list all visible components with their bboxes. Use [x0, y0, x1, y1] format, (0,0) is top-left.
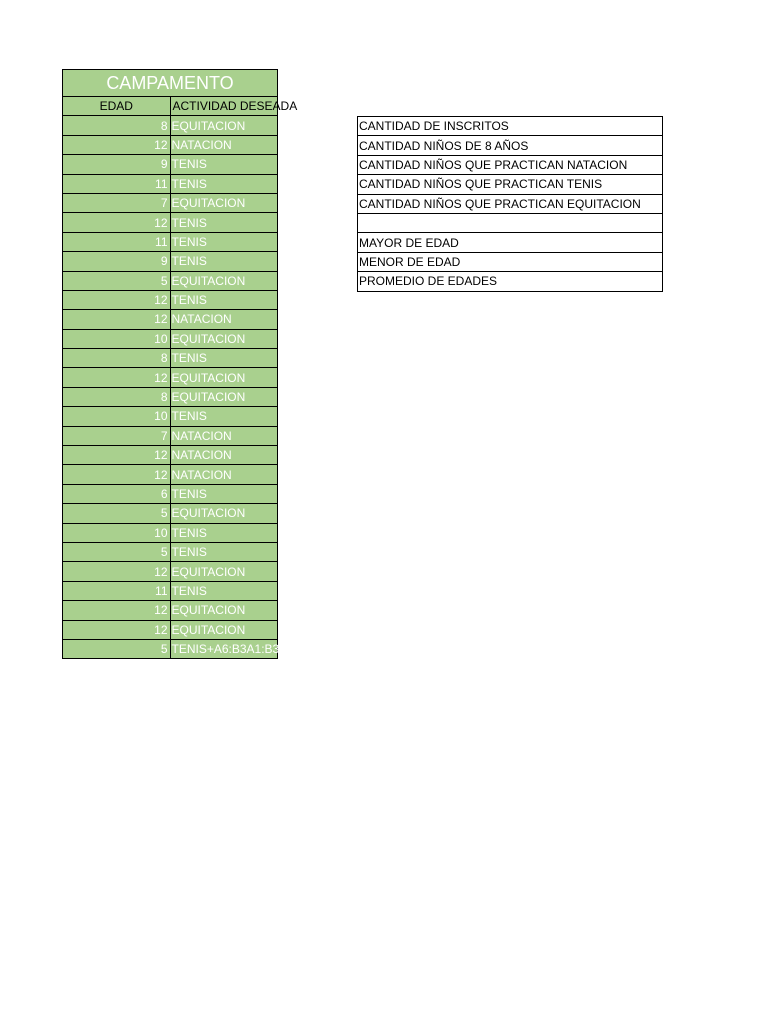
edad-cell[interactable]: 12	[63, 562, 171, 581]
table-row	[63, 542, 278, 561]
edad-cell[interactable]: 6	[63, 484, 171, 503]
actividad-cell[interactable]: NATACION	[170, 465, 278, 484]
summary-label-cell[interactable]: MAYOR DE EDAD	[358, 233, 663, 252]
edad-cell[interactable]: 12	[63, 290, 171, 309]
actividad-cell[interactable]: EQUITACION	[170, 601, 278, 620]
summary-label-cell[interactable]: CANTIDAD NIÑOS QUE PRACTICAN NATACION	[358, 155, 663, 174]
summary-row	[358, 252, 663, 271]
actividad-cell[interactable]: TENIS	[170, 232, 278, 251]
edad-cell[interactable]: 12	[63, 465, 171, 484]
actividad-cell[interactable]: TENIS	[170, 581, 278, 600]
actividad-cell[interactable]: TENIS	[170, 155, 278, 174]
table-row	[63, 252, 278, 271]
edad-cell[interactable]: 12	[63, 446, 171, 465]
edad-cell[interactable]: 12	[63, 620, 171, 639]
summary-table	[357, 116, 663, 292]
actividad-cell[interactable]: TENIS	[170, 290, 278, 309]
table-row	[63, 135, 278, 154]
table-row	[63, 465, 278, 484]
summary-label-cell[interactable]: CANTIDAD NIÑOS DE 8 AÑOS	[358, 136, 663, 155]
table-row	[63, 271, 278, 290]
actividad-cell[interactable]: EQUITACION	[170, 329, 278, 348]
summary-row	[358, 272, 663, 291]
summary-row	[358, 233, 663, 252]
edad-cell[interactable]: 12	[63, 310, 171, 329]
edad-cell[interactable]: 8	[63, 116, 171, 135]
table-row	[63, 213, 278, 232]
summary-label-cell[interactable]: CANTIDAD DE INSCRITOS	[358, 117, 663, 136]
table-row	[63, 387, 278, 406]
table-row	[63, 174, 278, 193]
actividad-cell[interactable]: NATACION	[170, 446, 278, 465]
actividad-cell[interactable]: TENIS	[170, 174, 278, 193]
edad-cell[interactable]: 8	[63, 349, 171, 368]
summary-label-cell[interactable]: CANTIDAD NIÑOS QUE PRACTICAN TENIS	[358, 175, 663, 194]
actividad-cell[interactable]: TENIS	[170, 484, 278, 503]
summary-label-cell[interactable]: CANTIDAD NIÑOS QUE PRACTICAN EQUITACION	[358, 194, 663, 213]
title-row	[63, 70, 278, 97]
actividad-cell[interactable]: EQUITACION	[170, 116, 278, 135]
edad-cell[interactable]: 12	[63, 368, 171, 387]
edad-cell[interactable]: 5	[63, 504, 171, 523]
summary-row	[358, 136, 663, 155]
table-row	[63, 581, 278, 600]
edad-cell[interactable]: 9	[63, 155, 171, 174]
table-row	[63, 620, 278, 639]
table-row	[63, 562, 278, 581]
table-row	[63, 601, 278, 620]
summary-label-cell[interactable]	[358, 213, 663, 232]
edad-cell[interactable]: 9	[63, 252, 171, 271]
table-row	[63, 426, 278, 445]
table-row	[63, 232, 278, 251]
edad-cell[interactable]: 10	[63, 523, 171, 542]
actividad-cell[interactable]: NATACION	[170, 310, 278, 329]
table-row	[63, 349, 278, 368]
actividad-cell[interactable]: EQUITACION	[170, 620, 278, 639]
table-row	[63, 504, 278, 523]
edad-cell[interactable]: 10	[63, 329, 171, 348]
actividad-cell[interactable]: TENIS	[170, 349, 278, 368]
actividad-cell[interactable]: TENIS	[170, 407, 278, 426]
edad-cell[interactable]: 8	[63, 387, 171, 406]
header-row	[63, 97, 278, 116]
table-row	[63, 155, 278, 174]
table-row	[63, 116, 278, 135]
edad-cell[interactable]: 11	[63, 232, 171, 251]
actividad-cell[interactable]: NATACION	[170, 426, 278, 445]
summary-row	[358, 175, 663, 194]
actividad-cell[interactable]: EQUITACION	[170, 562, 278, 581]
edad-cell[interactable]: 12	[63, 135, 171, 154]
table-row	[63, 193, 278, 212]
edad-cell[interactable]: 7	[63, 193, 171, 212]
edad-cell[interactable]: 12	[63, 213, 171, 232]
edad-cell[interactable]: 12	[63, 601, 171, 620]
edad-cell[interactable]: 11	[63, 174, 171, 193]
header-edad[interactable]: EDAD	[63, 97, 171, 116]
edad-cell[interactable]: 5	[63, 542, 171, 561]
table-row	[63, 523, 278, 542]
table-row	[63, 639, 278, 658]
actividad-cell[interactable]: EQUITACION	[170, 193, 278, 212]
header-actividad[interactable]: ACTIVIDAD DESEADA	[170, 97, 278, 116]
table-row	[63, 329, 278, 348]
campamento-table	[62, 69, 298, 659]
edad-cell[interactable]: 5	[63, 639, 171, 658]
summary-label-cell[interactable]: MENOR DE EDAD	[358, 252, 663, 271]
actividad-cell[interactable]: TENIS	[170, 213, 278, 232]
table-row	[63, 407, 278, 426]
table-row	[63, 484, 278, 503]
summary-row	[358, 155, 663, 174]
edad-cell[interactable]: 11	[63, 581, 171, 600]
actividad-cell[interactable]: EQUITACION	[170, 504, 278, 523]
actividad-cell[interactable]: TENIS+A6:B3A1:B30	[170, 639, 278, 658]
actividad-cell[interactable]: EQUITACION	[170, 368, 278, 387]
edad-cell[interactable]: 7	[63, 426, 171, 445]
summary-row	[358, 194, 663, 213]
table-row	[63, 310, 278, 329]
edad-cell[interactable]: 10	[63, 407, 171, 426]
actividad-cell[interactable]: NATACION	[170, 135, 278, 154]
edad-cell[interactable]: 5	[63, 271, 171, 290]
actividad-cell[interactable]: TENIS	[170, 523, 278, 542]
table-row	[63, 290, 278, 309]
summary-label-cell[interactable]: PROMEDIO DE EDADES	[358, 272, 663, 291]
summary-row	[358, 117, 663, 136]
table-row	[63, 446, 278, 465]
actividad-cell[interactable]: EQUITACION	[170, 387, 278, 406]
actividad-cell[interactable]: TENIS	[170, 252, 278, 271]
actividad-cell[interactable]: TENIS	[170, 542, 278, 561]
actividad-cell[interactable]: EQUITACION	[170, 271, 278, 290]
summary-row	[358, 213, 663, 232]
table-title[interactable]: CAMPAMENTO	[63, 70, 278, 97]
table-row	[63, 368, 278, 387]
